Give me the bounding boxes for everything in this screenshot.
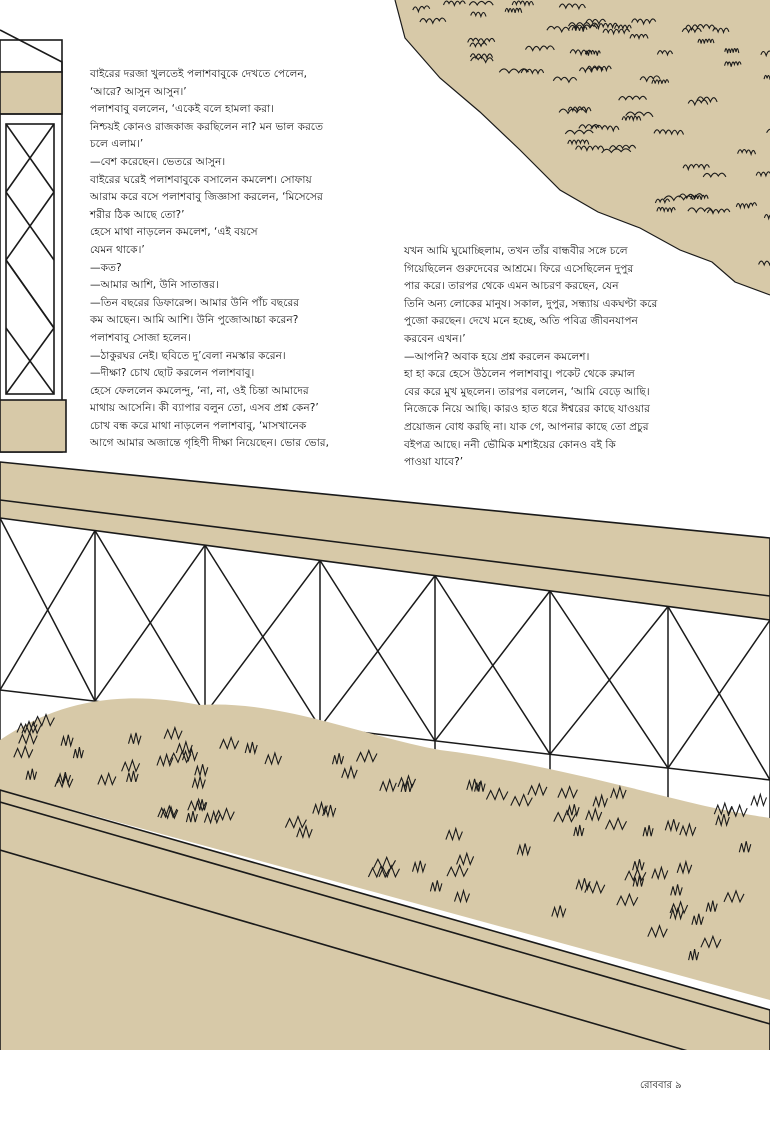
text-line: —তিন বছরের ডিফারেন্স। আমার উনি পাঁচ বছরের <box>90 296 300 309</box>
text-line: নিজেকে নিয়ে আছি। কারও হাত ধরে ঈশ্বরের কাছে যাওয়ার <box>404 403 651 416</box>
pillar <box>0 30 66 452</box>
text-line: বইপত্র আছে। ননী ভৌমিক মশাইয়ের কোনও বই কি <box>404 438 616 451</box>
text-line: হেসে ফেললেন কমলেন্দু, ‘না, না, ওই চিন্তা আমাদের <box>90 384 309 397</box>
text-line: —কত? <box>90 261 122 274</box>
text-line: —আমার আশি, উনি সাতাত্তর। <box>90 279 219 292</box>
text-line: তিনি অন্য লোকের মানুষ। সকাল, দুপুর, সন্ধ্যায় একঘণ্টা করে <box>404 297 658 310</box>
text-line: পার করে। তারপর থেকে এমন আচরণ করছেন, যেন <box>404 280 619 293</box>
text-line: —আপনি? অবাক হয়ে প্রশ্ন করলেন কমলেশ। <box>404 350 590 363</box>
page-folio: রোববার ৯ <box>640 1080 682 1091</box>
text-line: শরীর ঠিক আছে তো?’ <box>90 208 185 221</box>
text-line: —দীক্ষা? চোখ ছোট করলেন পলাশবাবু। <box>90 367 255 380</box>
text-line: আগে আমার অজান্তে গৃহিণী দীক্ষা নিয়েছেন। ভোর ভোর, <box>90 437 329 450</box>
text-line: কম আছেন। আমি আশি। উনি পুজোআচ্চা করেন? <box>90 314 299 327</box>
text-line: গিয়েছিলেন গুরুদেবের আশ্রমে। ফিরে এসেছিলেন দুপুর <box>404 262 634 275</box>
text-line: —ঠাকুরঘর নেই। ছবিতে দু’বেলা নমস্কার করেন। <box>90 349 286 362</box>
text-line: মাথায় আসেনি। কী ব্যাপার বলুন তো, এসব প্রশ্ন কেন?’ <box>90 402 319 415</box>
text-line: করবেন এখন।’ <box>404 332 466 345</box>
text-line: হা হা করে হেসে উঠলেন পলাশবাবু। পকেট থেকে রুমাল <box>404 368 635 381</box>
text-line: —বেশ করেছেন। ভেতরে আসুন। <box>90 155 226 168</box>
text-line: নিশ্চয়ই কোনও রাজকাজ করছিলেন না? মন ভাল করতে <box>90 120 324 133</box>
balcony-rail <box>0 462 770 620</box>
text-line: বের করে মুখ মুছলেন। তারপর বললেন, ‘আমি বেড়ে আছি। <box>404 385 650 398</box>
text-line: বাইরের দরজা খুলতেই পলাশবাবুকে দেখতে পেলেন, <box>90 68 308 80</box>
text-line: যখন আমি ঘুমোচ্ছিলাম, তখন তাঁর বান্ধবীর সঙ্গে চলে <box>404 245 628 257</box>
text-line: পুজো করছেন। দেখে মনে হচ্ছে, অতি পবিত্র জীবনযাপন <box>404 315 638 328</box>
text-line: চোখ বন্ধ করে মাথা নাড়লেন পলাশবাবু, ‘মাসখানেক <box>90 419 307 432</box>
text-line: বাইরের ঘরেই পলাশবাবুকে বসালেন কমলেশ। সোফায় <box>90 173 312 186</box>
text-line: পাওয়া যাবে?’ <box>404 456 464 469</box>
text-line: পলাশবাবু সোজা হলেন। <box>90 331 191 344</box>
article-column-left <box>90 66 390 453</box>
article-column-right <box>404 243 704 472</box>
text-line: চলে এলাম।’ <box>90 138 144 151</box>
text-line: যেমন থাকে।’ <box>90 243 145 256</box>
text-line: প্রয়োজন বোধ করছি না। যাক গে, আপনার কাছে তো প্রচুর <box>404 420 649 433</box>
text-line: পলাশবাবু বললেন, ‘একেই বলে হামলা করা। <box>90 103 274 116</box>
text-line: আরাম করে বসে পলাশবাবু জিজ্ঞাসা করলেন, ‘মিসেসের <box>90 191 323 204</box>
text-line: হেসে মাথা নাড়লেন কমলেশ, ‘এই বয়সে <box>90 226 258 239</box>
text-line: ‘আরে? আসুন আসুন।’ <box>90 85 187 98</box>
